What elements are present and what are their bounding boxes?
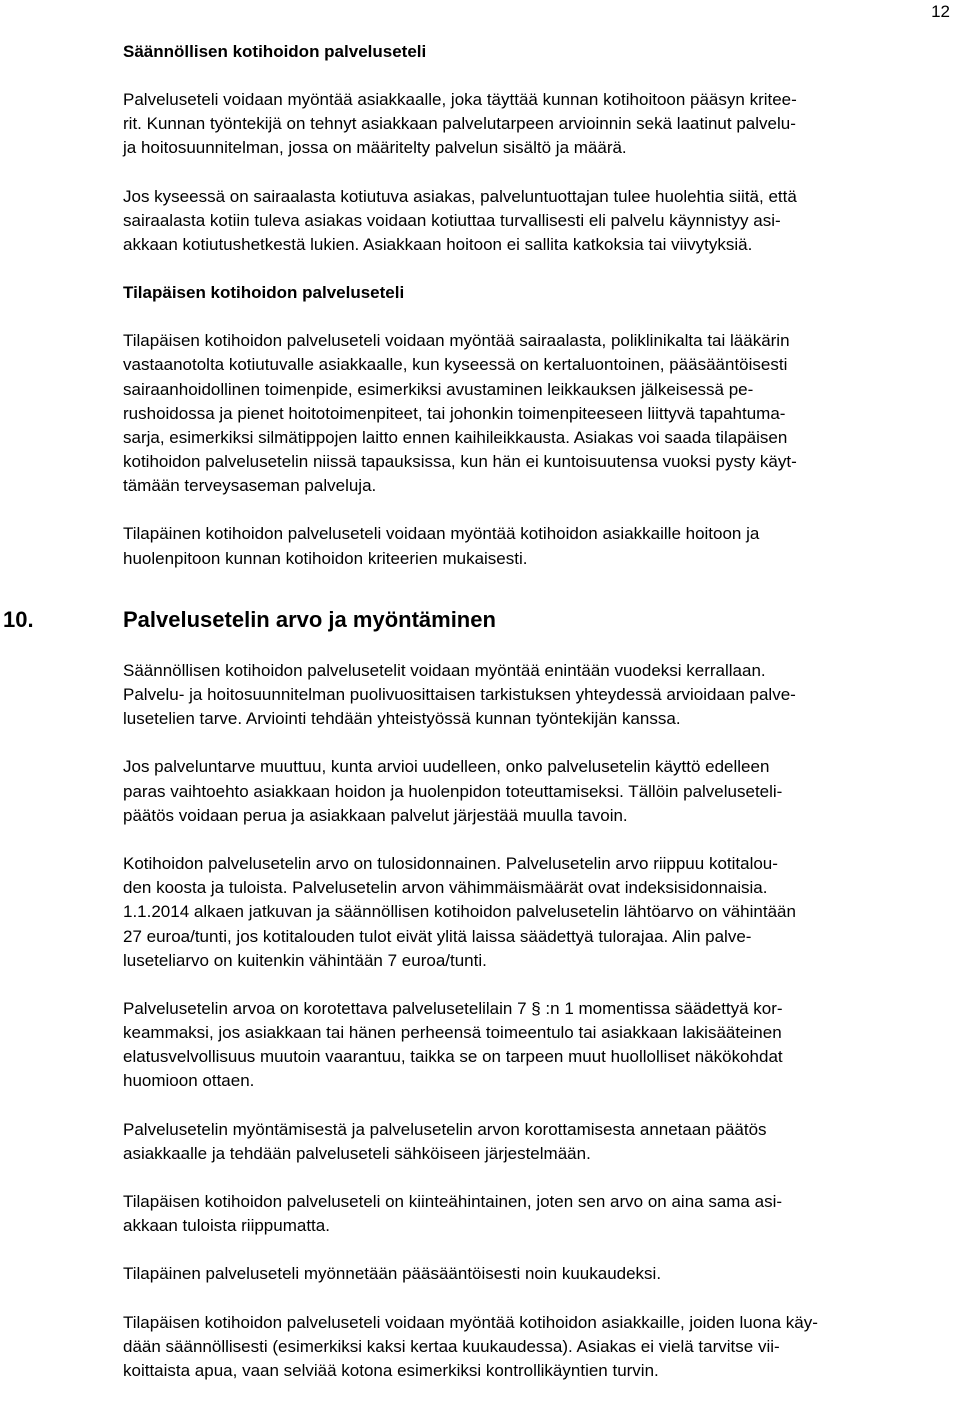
paragraph bbox=[123, 329, 953, 498]
text-line: den koosta ja tuloista. Palvelusetelin arvon vähimmäismäärät ovat indeksisidonnaisia. bbox=[123, 878, 768, 898]
section-number: 10. bbox=[3, 606, 34, 632]
paragraph bbox=[123, 852, 953, 973]
paragraph-spacer bbox=[123, 1238, 953, 1262]
text-line: koittaista apua, vaan selviää kotona esimerkiksi kontrollikäyntien turvin. bbox=[123, 1360, 659, 1380]
text-line: Palvelu- ja hoitosuunnitelman puolivuosittaisen tarkistuksen yhteydessä arvioidaan palve- bbox=[123, 685, 796, 704]
paragraph bbox=[123, 1118, 953, 1166]
section-heading bbox=[3, 605, 953, 635]
page-number: 12 bbox=[931, 2, 950, 21]
text-line: tämään terveysaseman palveluja. bbox=[123, 476, 377, 496]
paragraph-spacer bbox=[123, 1094, 953, 1118]
text-line: vastaanotolta kotiutuvalle asiakkaalle, kun kyseessä on kertaluontoinen, pääsääntöisesti bbox=[123, 355, 788, 375]
text-line: lusetelien tarve. Arviointi tehdään yhteistyössä kunnan työntekijän kanssa. bbox=[123, 709, 681, 729]
text-line: keammaksi, jos asiakkaan tai hänen perheensä toimeentulo tai asiakkaan lakisääteinen bbox=[123, 1023, 782, 1043]
text-line: 1.1.2014 alkaen jatkuvan ja säännöllisen kotihoidon palvelusetelin lähtöarvo on vähintään bbox=[123, 902, 796, 922]
text-line: Tilapäinen kotihoidon palveluseteli voidaan myöntää kotihoidon asiakkaille hoitoon ja bbox=[123, 524, 760, 544]
paragraph-spacer bbox=[123, 731, 953, 755]
text-line: akkaan kotiutushetkestä lukien. Asiakkaan hoitoon ei sallita katkoksia tai viivytyksiä. bbox=[123, 234, 753, 254]
paragraph bbox=[123, 1262, 953, 1286]
text-line: kotihoidon palvelusetelin niissä tapauksissa, kun hän ei kuntoisuutensa vuoksi pysty käyt- bbox=[123, 452, 797, 472]
text-line: Palvelusetelin myöntämisestä ja palvelusetelin arvon korottamisesta annetaan päätös bbox=[123, 1119, 767, 1139]
text-line: Tilapäinen palveluseteli myönnetään pääsääntöisesti noin kuukaudeksi. bbox=[123, 1264, 662, 1284]
text-line: Tilapäisen kotihoidon palveluseteli on kiinteähintainen, joten sen arvo on aina sama asi- bbox=[123, 1192, 783, 1211]
paragraph-spacer bbox=[123, 498, 953, 522]
text-line: Palvelusetelin arvoa on korotettava palvelusetelilain 7 § :n 1 momentissa säädettyä kor- bbox=[123, 998, 783, 1018]
text-line: ja hoitosuunnitelman, jossa on määritelty palvelun sisältö ja määrä. bbox=[123, 138, 627, 158]
text-line: päätös voidaan perua ja asiakkaan palvelut järjestää muulla tavoin. bbox=[123, 805, 628, 825]
paragraph-spacer bbox=[123, 64, 953, 88]
paragraph-spacer bbox=[123, 828, 953, 852]
text-line: huomioon ottaen. bbox=[123, 1071, 255, 1091]
text-line: paras vaihtoehto asiakkaan hoidon ja huolenpidon toteuttamiseksi. Tällöin palveluseteli- bbox=[123, 781, 783, 801]
section-title: Palvelusetelin arvo ja myöntäminen bbox=[123, 606, 496, 632]
document-body bbox=[3, 40, 953, 1383]
text-line: elatusvelvollisuus muutoin vaarantuu, taikka se on tarpeen muut huollolliset näkökohdat bbox=[123, 1047, 783, 1067]
paragraph bbox=[123, 522, 953, 570]
subsection-heading: Säännöllisen kotihoidon palveluseteli bbox=[123, 42, 427, 61]
text-line: Jos kyseessä on sairaalasta kotiutuva asiakas, palveluntuottajan tulee huolehtia siitä, että bbox=[123, 186, 797, 206]
paragraph-spacer bbox=[123, 973, 953, 997]
paragraph bbox=[123, 755, 953, 828]
text-line: Säännöllisen kotihoidon palvelusetelit voidaan myöntää enintään vuodeksi kerrallaan. bbox=[123, 660, 766, 680]
paragraph-spacer bbox=[123, 161, 953, 185]
text-line: rit. Kunnan työntekijä on tehnyt asiakkaan palvelutarpeen arvioinnin sekä laatinut palvelu- bbox=[123, 114, 796, 134]
text-line: sairaanhoidollinen toimenpide, esimerkiksi avustaminen leikkauksen jälkeisessä pe- bbox=[123, 379, 754, 399]
text-line: akkaan tuloista riippumatta. bbox=[123, 1216, 330, 1236]
text-line: luseteliarvo on kuitenkin vähintään 7 euroa/tunti. bbox=[123, 950, 487, 970]
paragraph-spacer bbox=[123, 257, 953, 281]
paragraph-spacer bbox=[123, 571, 953, 595]
text-line: asiakkaalle ja tehdään palveluseteli sähköiseen järjestelmään. bbox=[123, 1143, 591, 1163]
paragraph bbox=[123, 997, 953, 1094]
paragraph-spacer bbox=[123, 1287, 953, 1311]
paragraph-spacer bbox=[123, 635, 953, 659]
subsection-heading: Tilapäisen kotihoidon palveluseteli bbox=[123, 283, 405, 303]
paragraph bbox=[123, 88, 953, 161]
text-line: sarja, esimerkiksi silmätippojen laitto ennen kaihileikkausta. Asiakas voi saada tilapäisen bbox=[123, 427, 788, 447]
text-line: 27 euroa/tunti, jos kotitalouden tulot eivät ylitä laissa säädettyä tulorajaa. Alin palve- bbox=[123, 926, 752, 946]
text-line: rushoidossa ja pienet hoitotoimenpiteet, tai johonkin toimenpiteeseen liittyvä tapahtuma- bbox=[123, 403, 786, 423]
text-line: Tilapäisen kotihoidon palveluseteli voidaan myöntää sairaalasta, poliklinikalta tai lääkärin bbox=[123, 331, 790, 351]
text-line: sairaalasta kotiin tuleva asiakas voidaan kotiuttaa turvallisesti eli palvelu käynnistyy asi- bbox=[123, 210, 781, 230]
paragraph-spacer bbox=[123, 305, 953, 329]
text-line: Jos palveluntarve muuttuu, kunta arvioi uudelleen, onko palvelusetelin käyttö edelleen bbox=[123, 757, 770, 777]
text-line: Kotihoidon palvelusetelin arvo on tulosidonnainen. Palvelusetelin arvo riippuu kotitalou- bbox=[123, 853, 778, 873]
text-line: Tilapäisen kotihoidon palveluseteli voidaan myöntää kotihoidon asiakkaille, joiden luona käy- bbox=[123, 1312, 818, 1332]
text-line: Palveluseteli voidaan myöntää asiakkaalle, joka täyttää kunnan kotihoitoon pääsyn kritee- bbox=[123, 90, 797, 109]
paragraph bbox=[123, 1190, 953, 1238]
paragraph-spacer bbox=[123, 1166, 953, 1190]
paragraph bbox=[123, 1311, 953, 1384]
paragraph bbox=[123, 185, 953, 258]
paragraph bbox=[123, 659, 953, 732]
text-line: dään säännöllisesti (esimerkiksi kaksi kertaa kuukaudessa). Asiakas ei vielä tarvitse vii- bbox=[123, 1336, 780, 1356]
text-line: huolenpitoon kunnan kotihoidon kriteerien mukaisesti. bbox=[123, 548, 528, 568]
